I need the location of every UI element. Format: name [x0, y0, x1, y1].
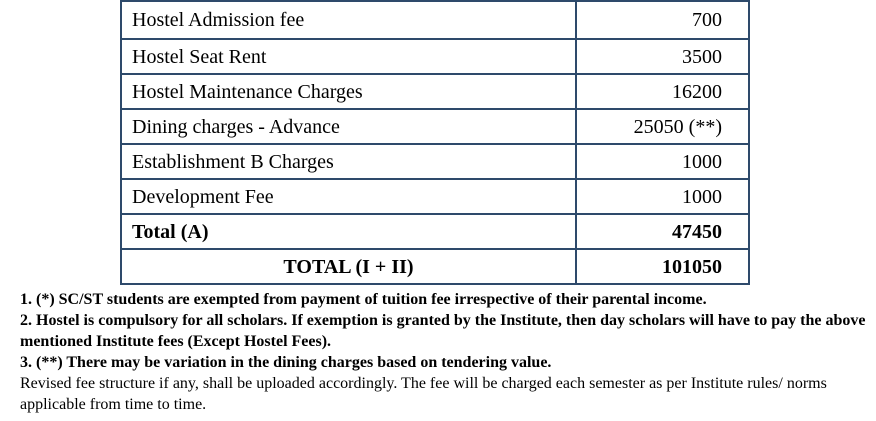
note-sc-st-exemption: 1. (*) SC/ST students are exempted from payment of tuition fee irrespective of their parental income.: [20, 291, 707, 308]
table-row: [121, 109, 749, 144]
table-row: [121, 1, 749, 39]
fee-value: 1000: [576, 144, 749, 179]
grand-total-value: 101050: [576, 249, 749, 284]
grand-total-label: TOTAL (I + II): [121, 249, 576, 284]
fee-value: 3500: [576, 39, 749, 74]
note-revised-fee-structure: Revised fee structure if any, shall be uploaded accordingly. The fee will be charged each semester as per Institute rules/ norms applicable from time to time.: [20, 375, 827, 413]
table-row: [121, 39, 749, 74]
grand-total-row: [121, 249, 749, 284]
fee-label: Development Fee: [121, 179, 576, 214]
table-row: [121, 144, 749, 179]
notes-section: [20, 289, 870, 415]
fee-value: 16200: [576, 74, 749, 109]
fee-value: 1000: [576, 179, 749, 214]
fee-label: Hostel Seat Rent: [121, 39, 576, 74]
total-a-value: 47450: [576, 214, 749, 249]
fee-value: 700: [576, 1, 749, 39]
note-hostel-compulsory: 2. Hostel is compulsory for all scholars. If exemption is granted by the Institute, then day scholars will have to pay the above mentioned Institute fees (Except Hostel Fees).: [20, 312, 866, 350]
table-row: [121, 179, 749, 214]
fee-label: Hostel Admission fee: [121, 1, 576, 39]
fee-value: 25050 (**): [576, 109, 749, 144]
table-row: [121, 74, 749, 109]
fee-table: [120, 0, 750, 285]
total-a-row: [121, 214, 749, 249]
fee-label: Dining charges - Advance: [121, 109, 576, 144]
fee-label: Hostel Maintenance Charges: [121, 74, 576, 109]
total-a-label: Total (A): [121, 214, 576, 249]
note-dining-variation: 3. (**) There may be variation in the dining charges based on tendering value.: [20, 354, 552, 371]
fee-label: Establishment B Charges: [121, 144, 576, 179]
